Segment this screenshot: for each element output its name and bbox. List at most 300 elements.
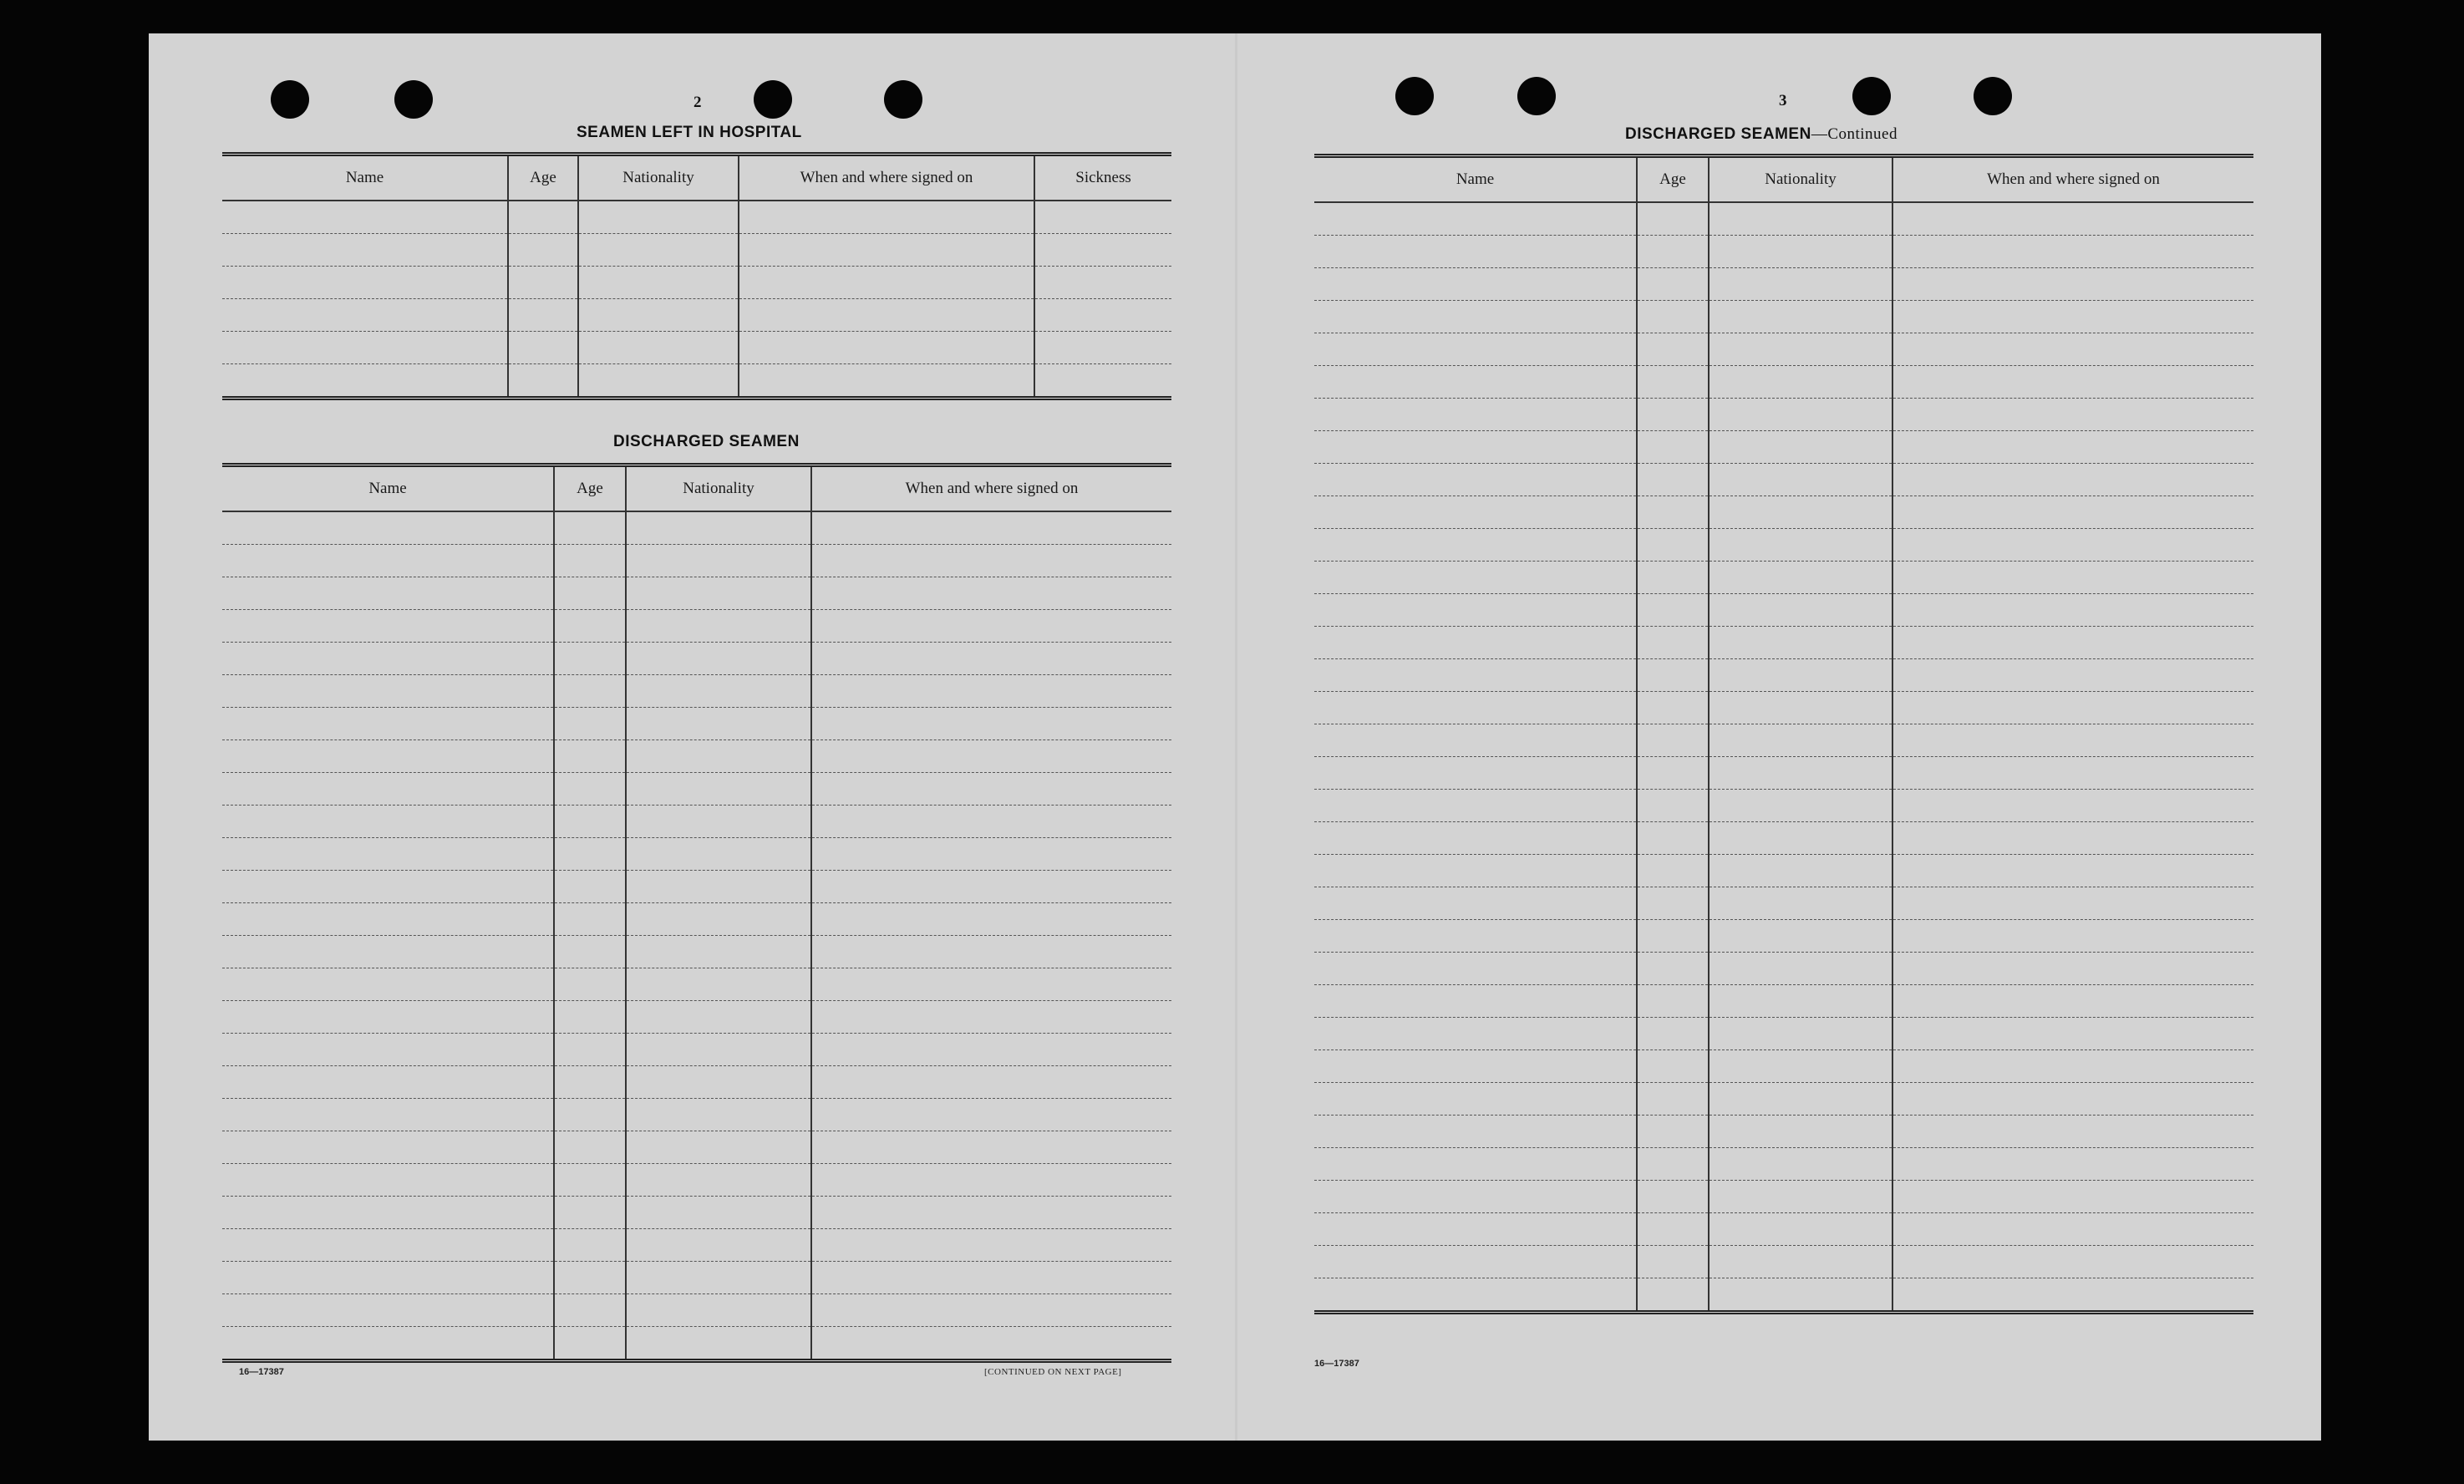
cell-age — [1637, 1018, 1709, 1050]
cell-nationality — [1709, 496, 1892, 529]
form-number: 16—17387 — [1314, 1359, 1359, 1369]
header-row — [222, 155, 1171, 201]
cell-name — [222, 871, 554, 903]
cell-age — [1637, 202, 1709, 236]
discharged-table — [222, 463, 1171, 1363]
cell-signed-on — [811, 740, 1171, 773]
table-row — [1314, 366, 2253, 399]
cell-age — [1637, 920, 1709, 953]
cell-name — [222, 1229, 554, 1262]
column-header-age: Age — [554, 465, 626, 512]
cell-signed-on — [1892, 953, 2253, 985]
cell-nationality — [626, 675, 811, 708]
table-row — [222, 1066, 1171, 1099]
cell-name — [222, 1164, 554, 1197]
cell-nationality — [578, 299, 739, 332]
cell-nationality — [1709, 1278, 1892, 1313]
table-row — [222, 545, 1171, 577]
punch-hole — [1852, 77, 1891, 115]
cell-age — [554, 1262, 626, 1294]
cell-name — [1314, 887, 1637, 920]
cell-age — [1637, 236, 1709, 268]
table-row — [1314, 236, 2253, 268]
cell-age — [1637, 757, 1709, 790]
cell-age — [554, 1001, 626, 1034]
table-row — [222, 1001, 1171, 1034]
cell-signed-on — [811, 1099, 1171, 1131]
cell-age — [1637, 1213, 1709, 1246]
cell-sickness — [1034, 267, 1171, 299]
discharged-section-title: DISCHARGED SEAMEN — [613, 433, 800, 450]
column-header-signed-on: When and where signed on — [739, 155, 1034, 201]
cell-name — [222, 936, 554, 968]
table-row — [1314, 920, 2253, 953]
cell-nationality — [1709, 1018, 1892, 1050]
cell-signed-on — [811, 1262, 1171, 1294]
cell-age — [1637, 692, 1709, 724]
cell-signed-on — [811, 1229, 1171, 1262]
cell-signed-on — [1892, 1050, 2253, 1083]
table-row — [222, 643, 1171, 675]
document-sheet — [149, 33, 2321, 1441]
punch-hole — [394, 80, 433, 119]
cell-signed-on — [1892, 920, 2253, 953]
cell-nationality — [1709, 1116, 1892, 1148]
cell-name — [1314, 1148, 1637, 1181]
cell-nationality — [626, 545, 811, 577]
cell-nationality — [1709, 431, 1892, 464]
table-row — [222, 267, 1171, 299]
cell-signed-on — [811, 610, 1171, 643]
cell-nationality — [626, 643, 811, 675]
cell-name — [1314, 920, 1637, 953]
cell-nationality — [1709, 1050, 1892, 1083]
cell-signed-on — [1892, 594, 2253, 627]
cell-age — [554, 773, 626, 806]
cell-nationality — [626, 1099, 811, 1131]
table-row — [222, 773, 1171, 806]
cell-signed-on — [811, 1294, 1171, 1327]
cell-signed-on — [1892, 627, 2253, 659]
table-row — [222, 201, 1171, 234]
cell-name — [222, 511, 554, 545]
header-row — [1314, 156, 2253, 203]
discharged-continued-title — [1625, 125, 1898, 144]
cell-name — [222, 577, 554, 610]
cell-nationality — [626, 1327, 811, 1361]
title-main: DISCHARGED SEAMEN — [1625, 125, 1811, 143]
cell-name — [1314, 202, 1637, 236]
cell-nationality — [578, 201, 739, 234]
cell-age — [554, 1229, 626, 1262]
table-row — [222, 1294, 1171, 1327]
table-row — [222, 968, 1171, 1001]
hospital-table — [222, 152, 1171, 400]
cell-name — [1314, 985, 1637, 1018]
cell-name — [1314, 562, 1637, 594]
table-row — [1314, 887, 2253, 920]
cell-name — [222, 332, 508, 364]
cell-signed-on — [1892, 985, 2253, 1018]
cell-age — [554, 1327, 626, 1361]
cell-age — [554, 1197, 626, 1229]
cell-age — [1637, 953, 1709, 985]
cell-nationality — [1709, 202, 1892, 236]
column-header-nationality: Nationality — [626, 465, 811, 512]
cell-signed-on — [1892, 822, 2253, 855]
cell-age — [1637, 1083, 1709, 1116]
cell-age — [554, 1034, 626, 1066]
cell-signed-on — [1892, 1116, 2253, 1148]
table-row — [1314, 790, 2253, 822]
cell-signed-on — [1892, 562, 2253, 594]
cell-nationality — [626, 968, 811, 1001]
column-header-nationality: Nationality — [1709, 156, 1892, 203]
cell-nationality — [1709, 399, 1892, 431]
table-row — [1314, 431, 2253, 464]
table-row — [1314, 659, 2253, 692]
cell-signed-on — [811, 708, 1171, 740]
cell-sickness — [1034, 364, 1171, 399]
cell-signed-on — [739, 299, 1034, 332]
column-header-age: Age — [508, 155, 578, 201]
cell-age — [508, 267, 578, 299]
page-number: 2 — [693, 94, 702, 111]
cell-name — [1314, 1278, 1637, 1313]
right-page — [1237, 33, 2321, 1441]
cell-name — [222, 773, 554, 806]
cell-age — [554, 708, 626, 740]
table-row — [222, 364, 1171, 399]
cell-name — [1314, 1181, 1637, 1213]
cell-signed-on — [1892, 1018, 2253, 1050]
table-row — [1314, 1116, 2253, 1148]
cell-nationality — [626, 773, 811, 806]
cell-nationality — [1709, 1213, 1892, 1246]
cell-sickness — [1034, 201, 1171, 234]
cell-signed-on — [811, 675, 1171, 708]
cell-age — [554, 1066, 626, 1099]
cell-age — [1637, 301, 1709, 333]
table-row — [222, 610, 1171, 643]
cell-signed-on — [1892, 692, 2253, 724]
table-row — [1314, 855, 2253, 887]
cell-signed-on — [1892, 366, 2253, 399]
cell-signed-on — [811, 773, 1171, 806]
cell-nationality — [626, 1001, 811, 1034]
cell-age — [1637, 1148, 1709, 1181]
cell-name — [222, 201, 508, 234]
punch-hole — [1395, 77, 1434, 115]
table-row — [1314, 268, 2253, 301]
cell-age — [1637, 724, 1709, 757]
cell-signed-on — [1892, 496, 2253, 529]
cell-name — [1314, 464, 1637, 496]
cell-signed-on — [739, 332, 1034, 364]
cell-nationality — [1709, 920, 1892, 953]
cell-signed-on — [1892, 1181, 2253, 1213]
cell-signed-on — [811, 577, 1171, 610]
cell-age — [554, 610, 626, 643]
table-row — [222, 903, 1171, 936]
cell-age — [1637, 790, 1709, 822]
cell-nationality — [1709, 692, 1892, 724]
cell-nationality — [578, 364, 739, 399]
cell-nationality — [626, 1164, 811, 1197]
cell-age — [554, 871, 626, 903]
cell-nationality — [1709, 333, 1892, 366]
cell-age — [554, 806, 626, 838]
table-row — [1314, 692, 2253, 724]
table-row — [222, 1099, 1171, 1131]
cell-name — [1314, 1050, 1637, 1083]
cell-age — [1637, 1181, 1709, 1213]
table-row — [1314, 627, 2253, 659]
column-header-age: Age — [1637, 156, 1709, 203]
cell-signed-on — [811, 1034, 1171, 1066]
cell-nationality — [626, 806, 811, 838]
cell-name — [1314, 594, 1637, 627]
cell-nationality — [626, 1066, 811, 1099]
cell-signed-on — [811, 968, 1171, 1001]
cell-nationality — [626, 1294, 811, 1327]
cell-age — [1637, 594, 1709, 627]
table-row — [1314, 202, 2253, 236]
cell-signed-on — [1892, 431, 2253, 464]
cell-name — [1314, 1246, 1637, 1278]
column-header-name: Name — [1314, 156, 1637, 203]
cell-nationality — [1709, 855, 1892, 887]
cell-nationality — [1709, 757, 1892, 790]
punch-hole — [754, 80, 792, 119]
cell-name — [1314, 236, 1637, 268]
table-row — [222, 577, 1171, 610]
table-row — [1314, 1148, 2253, 1181]
cell-name — [222, 1262, 554, 1294]
table-row — [1314, 1018, 2253, 1050]
cell-name — [1314, 757, 1637, 790]
punch-hole — [1974, 77, 2012, 115]
cell-age — [1637, 1050, 1709, 1083]
form-number: 16—17387 — [239, 1367, 284, 1377]
cell-age — [1637, 855, 1709, 887]
cell-nationality — [1709, 236, 1892, 268]
cell-name — [1314, 529, 1637, 562]
table-row — [222, 740, 1171, 773]
table-row — [222, 511, 1171, 545]
cell-signed-on — [811, 838, 1171, 871]
cell-signed-on — [1892, 855, 2253, 887]
cell-age — [1637, 1246, 1709, 1278]
cell-age — [554, 643, 626, 675]
punch-hole — [1517, 77, 1556, 115]
cell-age — [554, 740, 626, 773]
cell-signed-on — [811, 1327, 1171, 1361]
cell-signed-on — [811, 871, 1171, 903]
cell-sickness — [1034, 299, 1171, 332]
column-header-sickness: Sickness — [1034, 155, 1171, 201]
table-row — [1314, 724, 2253, 757]
cell-signed-on — [1892, 887, 2253, 920]
cell-nationality — [1709, 1246, 1892, 1278]
cell-nationality — [1709, 887, 1892, 920]
cell-signed-on — [1892, 529, 2253, 562]
cell-nationality — [626, 1131, 811, 1164]
cell-nationality — [1709, 790, 1892, 822]
table-row — [1314, 496, 2253, 529]
column-header-name: Name — [222, 465, 554, 512]
cell-nationality — [1709, 724, 1892, 757]
column-header-nationality: Nationality — [578, 155, 739, 201]
table-row — [222, 708, 1171, 740]
cell-name — [1314, 692, 1637, 724]
cell-name — [222, 234, 508, 267]
table-row — [222, 1229, 1171, 1262]
table-row — [222, 838, 1171, 871]
cell-name — [1314, 627, 1637, 659]
table-row — [1314, 985, 2253, 1018]
cell-name — [222, 838, 554, 871]
table-row — [1314, 1181, 2253, 1213]
continued-note: [CONTINUED ON NEXT PAGE] — [984, 1367, 1122, 1377]
cell-name — [222, 675, 554, 708]
cell-signed-on — [1892, 464, 2253, 496]
cell-signed-on — [1892, 757, 2253, 790]
cell-signed-on — [811, 545, 1171, 577]
table-row — [1314, 464, 2253, 496]
cell-age — [554, 1294, 626, 1327]
header-row — [222, 465, 1171, 512]
cell-name — [1314, 822, 1637, 855]
cell-name — [222, 740, 554, 773]
hospital-section-title: SEAMEN LEFT IN HOSPITAL — [577, 124, 802, 141]
cell-name — [1314, 333, 1637, 366]
cell-age — [1637, 562, 1709, 594]
cell-name — [222, 1327, 554, 1361]
cell-name — [222, 903, 554, 936]
cell-signed-on — [1892, 1278, 2253, 1313]
cell-nationality — [1709, 953, 1892, 985]
cell-name — [1314, 301, 1637, 333]
table-row — [222, 806, 1171, 838]
cell-age — [554, 903, 626, 936]
table-row — [222, 299, 1171, 332]
cell-age — [554, 545, 626, 577]
cell-nationality — [1709, 822, 1892, 855]
cell-nationality — [1709, 301, 1892, 333]
cell-nationality — [626, 610, 811, 643]
table-row — [1314, 562, 2253, 594]
cell-signed-on — [739, 201, 1034, 234]
cell-signed-on — [811, 1197, 1171, 1229]
column-header-signed-on: When and where signed on — [1892, 156, 2253, 203]
cell-nationality — [1709, 366, 1892, 399]
cell-name — [222, 806, 554, 838]
table-row — [1314, 1213, 2253, 1246]
table-row — [1314, 594, 2253, 627]
cell-name — [1314, 1116, 1637, 1148]
cell-signed-on — [811, 1164, 1171, 1197]
cell-nationality — [1709, 1083, 1892, 1116]
cell-signed-on — [1892, 1148, 2253, 1181]
table-row — [222, 1262, 1171, 1294]
table-row — [222, 1327, 1171, 1361]
cell-age — [1637, 333, 1709, 366]
table-row — [1314, 1246, 2253, 1278]
continued-table — [1314, 154, 2253, 1314]
cell-age — [1637, 496, 1709, 529]
table-row — [1314, 1083, 2253, 1116]
cell-nationality — [626, 936, 811, 968]
cell-name — [1314, 1083, 1637, 1116]
cell-name — [1314, 724, 1637, 757]
table-row — [222, 1197, 1171, 1229]
cell-age — [554, 1164, 626, 1197]
punch-hole — [271, 80, 309, 119]
cell-name — [1314, 790, 1637, 822]
cell-nationality — [578, 234, 739, 267]
cell-nationality — [578, 267, 739, 299]
cell-nationality — [1709, 562, 1892, 594]
cell-age — [554, 675, 626, 708]
cell-name — [1314, 431, 1637, 464]
table-row — [1314, 399, 2253, 431]
cell-name — [222, 1099, 554, 1131]
cell-age — [1637, 822, 1709, 855]
table-row — [1314, 301, 2253, 333]
cell-name — [222, 610, 554, 643]
cell-age — [508, 364, 578, 399]
cell-signed-on — [811, 643, 1171, 675]
cell-sickness — [1034, 332, 1171, 364]
cell-name — [222, 1131, 554, 1164]
cell-nationality — [626, 1034, 811, 1066]
cell-age — [554, 1131, 626, 1164]
cell-name — [1314, 366, 1637, 399]
cell-signed-on — [1892, 333, 2253, 366]
title-suffix: —Continued — [1811, 125, 1898, 143]
table-row — [222, 1164, 1171, 1197]
cell-nationality — [626, 871, 811, 903]
cell-nationality — [1709, 659, 1892, 692]
table-row — [222, 332, 1171, 364]
cell-name — [222, 1066, 554, 1099]
cell-signed-on — [811, 1066, 1171, 1099]
cell-signed-on — [739, 364, 1034, 399]
cell-age — [1637, 366, 1709, 399]
table-row — [1314, 822, 2253, 855]
cell-age — [1637, 268, 1709, 301]
cell-name — [1314, 268, 1637, 301]
cell-name — [222, 545, 554, 577]
table-row — [1314, 757, 2253, 790]
cell-signed-on — [739, 234, 1034, 267]
column-header-signed-on: When and where signed on — [811, 465, 1171, 512]
cell-signed-on — [1892, 724, 2253, 757]
cell-name — [1314, 496, 1637, 529]
cell-age — [1637, 464, 1709, 496]
cell-name — [222, 968, 554, 1001]
cell-nationality — [626, 1262, 811, 1294]
cell-age — [1637, 985, 1709, 1018]
cell-age — [1637, 431, 1709, 464]
cell-signed-on — [1892, 399, 2253, 431]
cell-nationality — [626, 577, 811, 610]
cell-name — [222, 643, 554, 675]
table-row — [1314, 953, 2253, 985]
table-row — [1314, 333, 2253, 366]
table-row — [1314, 529, 2253, 562]
